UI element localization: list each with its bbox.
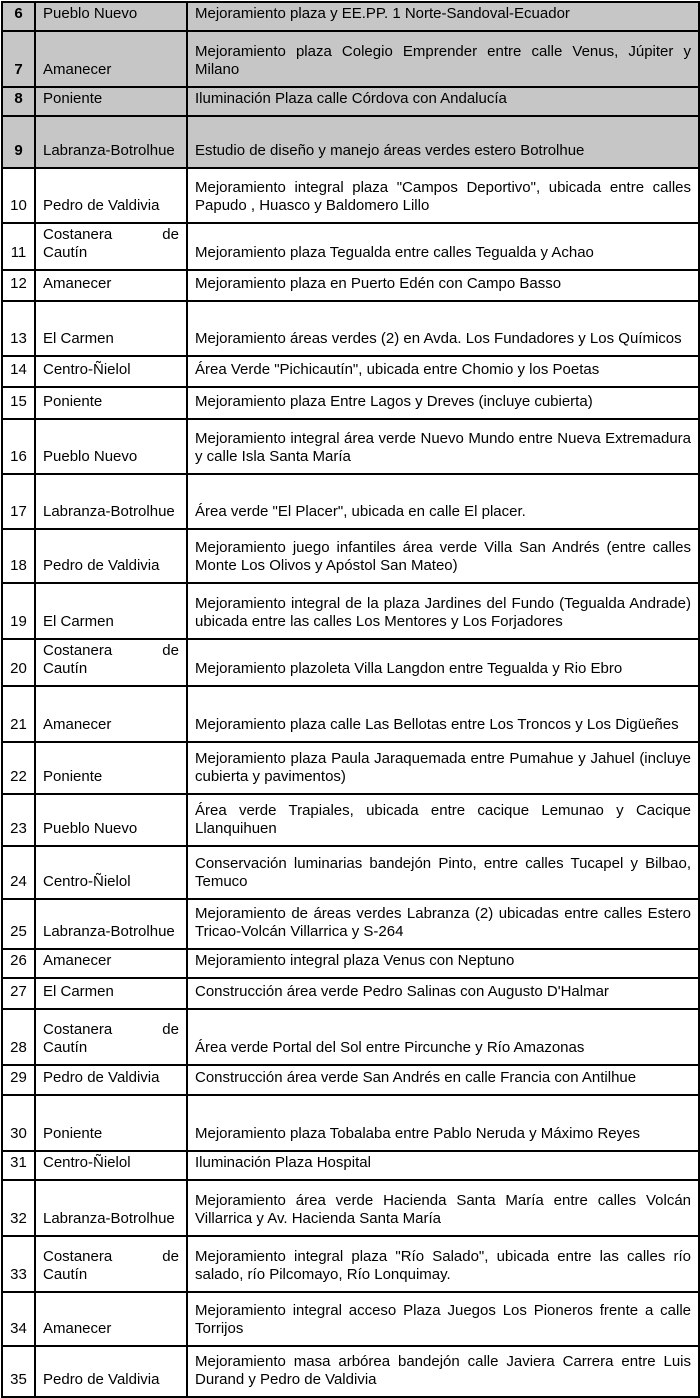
- sector-cell: Costanera de Cautín: [35, 1236, 187, 1292]
- project-description-cell: Construcción área verde Pedro Salinas con Augusto D'Halmar: [187, 978, 699, 1009]
- table-row: [2, 1180, 699, 1236]
- project-description-cell: Mejoramiento integral plaza Venus con Neptuno: [187, 949, 699, 978]
- row-number-cell: 30: [2, 1095, 35, 1151]
- projects-table: [1, 1, 700, 1398]
- project-description-cell: Mejoramiento integral plaza "Río Salado", ubicada entre las calles río salado, río Pilcomayo, Río Lonquimay.: [187, 1236, 699, 1292]
- table-row: [2, 1009, 699, 1065]
- row-number-cell: 23: [2, 794, 35, 846]
- project-description-cell: Mejoramiento plaza calle Las Bellotas entre Los Troncos y Los Digüeñes: [187, 686, 699, 742]
- project-description-cell: Área verde Trapiales, ubicada entre cacique Lemunao y Cacique Llanquihuen: [187, 794, 699, 846]
- table-row: [2, 583, 699, 639]
- row-number-cell: 21: [2, 686, 35, 742]
- row-number-cell: 13: [2, 301, 35, 356]
- sector-cell: El Carmen: [35, 301, 187, 356]
- project-description-cell: Área verde "El Placer", ubicada en calle El placer.: [187, 474, 699, 529]
- table-row: [2, 474, 699, 529]
- project-description-cell: Mejoramiento plaza Entre Lagos y Dreves (incluye cubierta): [187, 387, 699, 419]
- projects-table-body: [2, 2, 699, 1397]
- row-number-cell: 17: [2, 474, 35, 529]
- table-row: [2, 899, 699, 949]
- row-number-cell: 15: [2, 387, 35, 419]
- project-description-cell: Iluminación Plaza calle Córdova con Andalucía: [187, 87, 699, 116]
- table-row: [2, 686, 699, 742]
- project-description-cell: Mejoramiento plaza Paula Jaraquemada entre Pumahue y Jahuel (incluye cubierta y pavimentos): [187, 742, 699, 794]
- table-row: [2, 116, 699, 168]
- sector-cell: El Carmen: [35, 978, 187, 1009]
- row-number-cell: 33: [2, 1236, 35, 1292]
- sector-cell: Pueblo Nuevo: [35, 419, 187, 474]
- table-row: [2, 2, 699, 31]
- table-row: [2, 846, 699, 899]
- project-description-cell: Conservación luminarias bandejón Pinto, entre calles Tucapel y Bilbao, Temuco: [187, 846, 699, 899]
- sector-cell: Poniente: [35, 742, 187, 794]
- row-number-cell: 22: [2, 742, 35, 794]
- sector-cell: Pueblo Nuevo: [35, 794, 187, 846]
- row-number-cell: 31: [2, 1151, 35, 1180]
- project-description-cell: Mejoramiento juego infantiles área verde Villa San Andrés (entre calles Monte Los Olivos y Apóstol San Mateo): [187, 529, 699, 583]
- sector-cell: Poniente: [35, 387, 187, 419]
- project-description-cell: Estudio de diseño y manejo áreas verdes estero Botrolhue: [187, 116, 699, 168]
- project-description-cell: Mejoramiento integral acceso Plaza Juegos Los Pioneros frente a calle Torrijos: [187, 1292, 699, 1346]
- table-row: [2, 978, 699, 1009]
- row-number-cell: 10: [2, 168, 35, 223]
- row-number-cell: 9: [2, 116, 35, 168]
- table-row: [2, 356, 699, 387]
- sector-cell: Amanecer: [35, 686, 187, 742]
- sector-cell: Centro-Ñielol: [35, 1151, 187, 1180]
- table-row: [2, 529, 699, 583]
- table-row: [2, 1236, 699, 1292]
- sector-cell: Centro-Ñielol: [35, 356, 187, 387]
- sector-cell: Pedro de Valdivia: [35, 529, 187, 583]
- sector-cell: Poniente: [35, 1095, 187, 1151]
- row-number-cell: 35: [2, 1346, 35, 1397]
- row-number-cell: 8: [2, 87, 35, 116]
- row-number-cell: 34: [2, 1292, 35, 1346]
- table-row: [2, 31, 699, 87]
- table-row: [2, 1151, 699, 1180]
- table-row: [2, 949, 699, 978]
- sector-cell: Amanecer: [35, 1292, 187, 1346]
- row-number-cell: 24: [2, 846, 35, 899]
- row-number-cell: 27: [2, 978, 35, 1009]
- sector-cell: Amanecer: [35, 270, 187, 301]
- row-number-cell: 18: [2, 529, 35, 583]
- sector-cell: Pedro de Valdivia: [35, 1065, 187, 1095]
- row-number-cell: 26: [2, 949, 35, 978]
- project-description-cell: Mejoramiento plazoleta Villa Langdon entre Tegualda y Rio Ebro: [187, 639, 699, 686]
- row-number-cell: 19: [2, 583, 35, 639]
- row-number-cell: 32: [2, 1180, 35, 1236]
- table-row: [2, 742, 699, 794]
- table-row: [2, 270, 699, 301]
- row-number-cell: 29: [2, 1065, 35, 1095]
- table-row: [2, 1095, 699, 1151]
- sector-cell: Pedro de Valdivia: [35, 1346, 187, 1397]
- sector-cell: El Carmen: [35, 583, 187, 639]
- project-description-cell: Área verde Portal del Sol entre Pircunche y Río Amazonas: [187, 1009, 699, 1065]
- sector-cell: Costanera de Cautín: [35, 639, 187, 686]
- sector-cell: Labranza-Botrolhue: [35, 899, 187, 949]
- row-number-cell: 14: [2, 356, 35, 387]
- row-number-cell: 7: [2, 31, 35, 87]
- project-description-cell: Mejoramiento áreas verdes (2) en Avda. Los Fundadores y Los Químicos: [187, 301, 699, 356]
- sector-cell: Pueblo Nuevo: [35, 2, 187, 31]
- sector-cell: Costanera de Cautín: [35, 223, 187, 270]
- project-description-cell: Mejoramiento integral de la plaza Jardines del Fundo (Tegualda Andrade) ubicada entre las calles Los Mentores y Los Forjadores: [187, 583, 699, 639]
- sector-cell: Costanera de Cautín: [35, 1009, 187, 1065]
- sector-cell: Labranza-Botrolhue: [35, 474, 187, 529]
- row-number-cell: 16: [2, 419, 35, 474]
- table-row: [2, 794, 699, 846]
- project-description-cell: Mejoramiento plaza en Puerto Edén con Campo Basso: [187, 270, 699, 301]
- row-number-cell: 11: [2, 223, 35, 270]
- row-number-cell: 28: [2, 1009, 35, 1065]
- sector-cell: Labranza-Botrolhue: [35, 1180, 187, 1236]
- sector-cell: Poniente: [35, 87, 187, 116]
- table-row: [2, 387, 699, 419]
- sector-cell: Centro-Ñielol: [35, 846, 187, 899]
- project-description-cell: Mejoramiento plaza Tegualda entre calles Tegualda y Achao: [187, 223, 699, 270]
- table-row: [2, 87, 699, 116]
- project-description-cell: Mejoramiento integral plaza "Campos Deportivo", ubicada entre calles Papudo , Huasco y Baldomero Lillo: [187, 168, 699, 223]
- table-row: [2, 639, 699, 686]
- project-description-cell: Mejoramiento masa arbórea bandejón calle Javiera Carrera entre Luis Durand y Pedro de Valdivia: [187, 1346, 699, 1397]
- row-number-cell: 12: [2, 270, 35, 301]
- project-description-cell: Construcción área verde San Andrés en calle Francia con Antilhue: [187, 1065, 699, 1095]
- sector-cell: Amanecer: [35, 31, 187, 87]
- table-row: [2, 419, 699, 474]
- table-row: [2, 1346, 699, 1397]
- row-number-cell: 25: [2, 899, 35, 949]
- table-row: [2, 301, 699, 356]
- row-number-cell: 6: [2, 2, 35, 31]
- project-description-cell: Mejoramiento integral área verde Nuevo Mundo entre Nueva Extremadura y calle Isla Santa María: [187, 419, 699, 474]
- project-description-cell: Mejoramiento plaza Colegio Emprender entre calle Venus, Júpiter y Milano: [187, 31, 699, 87]
- project-description-cell: Área Verde "Pichicautín", ubicada entre Chomio y los Poetas: [187, 356, 699, 387]
- project-description-cell: Iluminación Plaza Hospital: [187, 1151, 699, 1180]
- project-description-cell: Mejoramiento área verde Hacienda Santa María entre calles Volcán Villarrica y Av. Hacienda Santa María: [187, 1180, 699, 1236]
- table-row: [2, 223, 699, 270]
- table-row: [2, 1292, 699, 1346]
- project-description-cell: Mejoramiento de áreas verdes Labranza (2) ubicadas entre calles Estero Tricao-Volcán Villarrica y S-264: [187, 899, 699, 949]
- project-description-cell: Mejoramiento plaza Tobalaba entre Pablo Neruda y Máximo Reyes: [187, 1095, 699, 1151]
- sector-cell: Labranza-Botrolhue: [35, 116, 187, 168]
- table-row: [2, 168, 699, 223]
- sector-cell: Pedro de Valdivia: [35, 168, 187, 223]
- project-description-cell: Mejoramiento plaza y EE.PP. 1 Norte-Sandoval-Ecuador: [187, 2, 699, 31]
- table-row: [2, 1065, 699, 1095]
- sector-cell: Amanecer: [35, 949, 187, 978]
- row-number-cell: 20: [2, 639, 35, 686]
